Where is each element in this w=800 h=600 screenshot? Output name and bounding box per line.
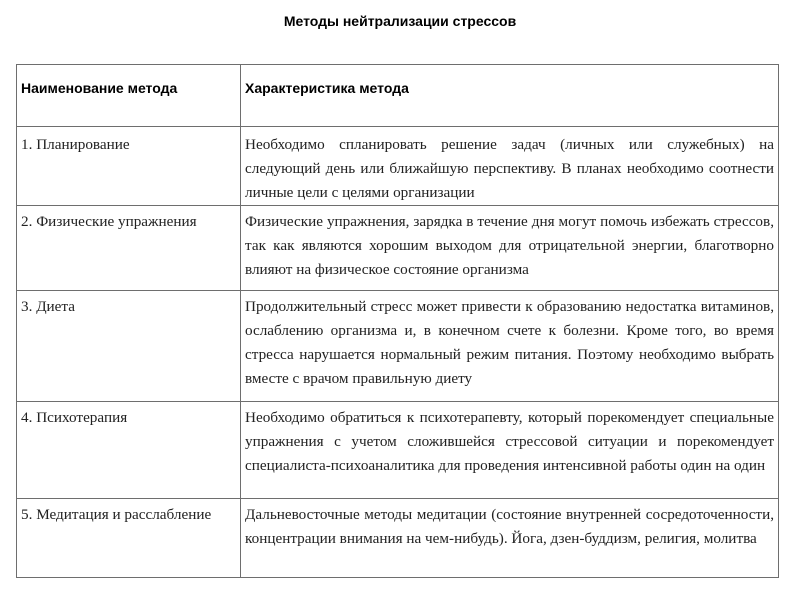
header-method-description: Характеристика метода <box>241 65 779 127</box>
methods-table <box>16 64 779 578</box>
table-row <box>17 127 779 206</box>
table-row <box>17 206 779 291</box>
method-description: Необходимо спланировать решение задач (личных или служебных) на следующий день или ближайшую перспективу. В планах необходимо соотнести личные цели с целями организации <box>241 127 779 206</box>
table-header-row <box>17 65 779 127</box>
table-row <box>17 291 779 402</box>
method-description: Физические упражнения, зарядка в течение дня могут помочь избежать стрессов, так как являются хорошим выходом для отрицательной энергии, благотворно влияют на физическое состояние организма <box>241 206 779 291</box>
table-row <box>17 402 779 499</box>
method-name: 1. Планирование <box>17 127 241 206</box>
page-title: Методы нейтрализации стрессов <box>283 13 517 29</box>
table-row <box>17 499 779 578</box>
header-method-name: Наименование метода <box>17 65 241 127</box>
method-description: Продолжительный стресс может привести к образованию недостатка витаминов, ослаблению организма и, в конечном счете к болезни. Кроме того, во время стресса нарушается нормальный режим питания. Поэтому необходимо выбрать вместе с врачом правильную диету <box>241 291 779 402</box>
method-name: 4. Психотерапия <box>17 402 241 499</box>
method-name: 5. Медитация и расслабление <box>17 499 241 578</box>
method-description: Необходимо обратиться к психотерапевту, который порекомендует специальные упражнения с учетом сложившейся стрессовой ситуации и порекомендует специалиста-психоаналитика для проведения интенсивной работы один на один <box>241 402 779 499</box>
method-description: Дальневосточные методы медитации (состояние внутренней сосредоточенности, концентрации внимания на чем-нибудь). Йога, дзен-буддизм, религия, молитва <box>241 499 779 578</box>
method-name: 2. Физические упражнения <box>17 206 241 291</box>
method-name: 3. Диета <box>17 291 241 402</box>
